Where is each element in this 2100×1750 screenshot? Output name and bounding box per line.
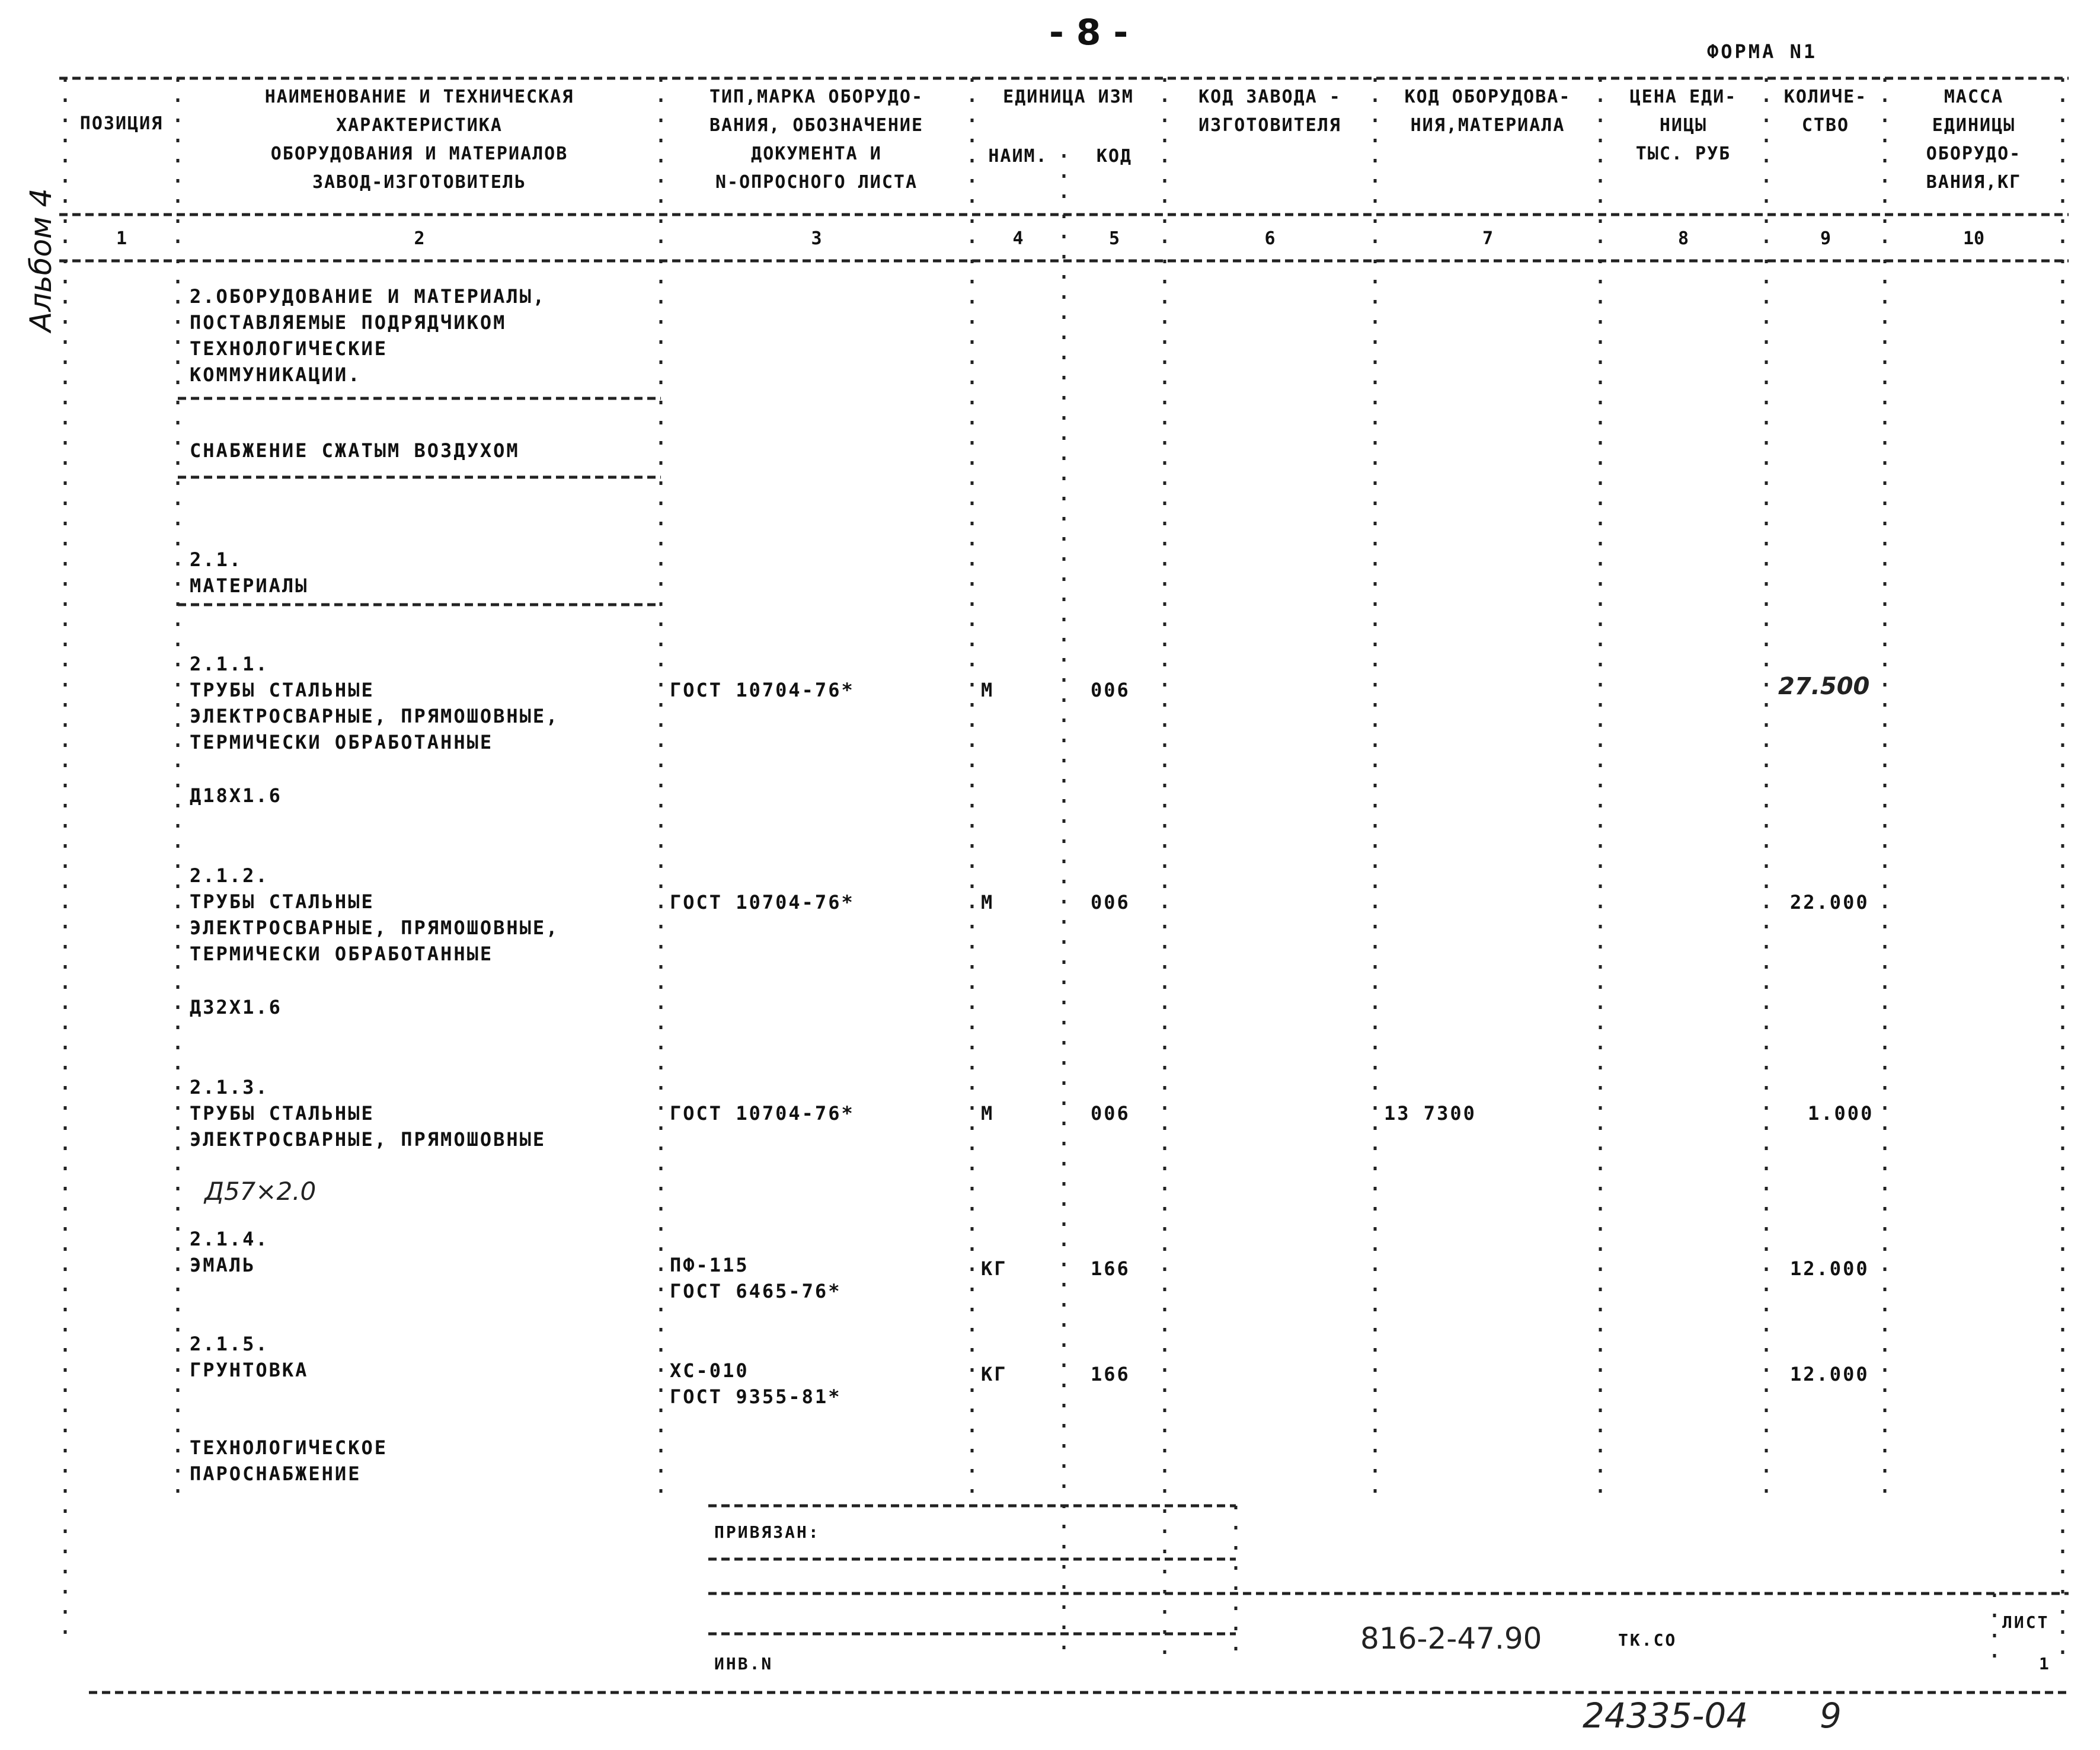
form-label: ФОРМА N1: [1707, 40, 1818, 63]
footer-number: 24335-04: [1583, 1695, 1749, 1736]
album-side-label: Альбом 4: [24, 188, 58, 332]
item-unit: М: [981, 891, 995, 914]
section-heading: 2.ОБОРУДОВАНИЕ И МАТЕРИАЛЫ, ПОСТАВЛЯЕМЫЕ ПОДРЯДЧИКОМ ТЕХНОЛОГИЧЕСКИЕ КОММУНИКАЦИИ.: [190, 285, 546, 386]
column-number: 7: [1482, 228, 1494, 249]
section-heading: 2.1. МАТЕРИАЛЫ: [190, 548, 309, 597]
item-unit: КГ: [981, 1363, 1008, 1385]
column-number: 6: [1264, 228, 1276, 249]
item-description: 2.1.2. ТРУБЫ СТАЛЬНЫЕ ЭЛЕКТРОСВАРНЫЕ, ПРЯМОШОВНЫЕ, ТЕРМИЧЕСКИ ОБРАБОТАННЫЕ: [190, 864, 560, 965]
header-type: ТИП,МАРКА ОБОРУДО- ВАНИЯ, ОБОЗНАЧЕНИЕ ДОКУМЕНТА И N-ОПРОСНОГО ЛИСТА: [709, 87, 924, 193]
column-number: 5: [1108, 228, 1120, 249]
item-document: ГОСТ 10704-76*: [670, 679, 855, 701]
item-description: 2.1.4. ЭМАЛЬ: [190, 1228, 269, 1276]
item-size: Д18Х1.6: [190, 784, 282, 807]
section-heading: СНАБЖЕНИЕ СЖАТЫМ ВОЗДУХОМ: [190, 439, 520, 462]
item-quantity: 1.000: [1808, 1102, 1874, 1125]
item-unit-code: 006: [1091, 679, 1130, 701]
item-size: Д32Х1.6: [190, 996, 282, 1018]
item-unit: М: [981, 1102, 995, 1125]
item-unit: КГ: [981, 1257, 1008, 1280]
item-quantity: 12.000: [1790, 1363, 1869, 1385]
header-name: НАИМЕНОВАНИЕ И ТЕХНИЧЕСКАЯ ХАРАКТЕРИСТИКА ОБОРУДОВАНИЯ И МАТЕРИАЛОВ ЗАВОД-ИЗГОТОВИТЕЛЬ: [264, 87, 574, 193]
column-number: 2: [414, 228, 425, 249]
item-description: 2.1.1. ТРУБЫ СТАЛЬНЫЕ ЭЛЕКТРОСВАРНЫЕ, ПРЯМОШОВНЫЕ, ТЕРМИЧЕСКИ ОБРАБОТАННЫЕ: [190, 653, 560, 753]
item-unit-code: 166: [1091, 1257, 1130, 1280]
stamp-privyazan: ПРИВЯЗАН:: [714, 1522, 820, 1542]
header-plant-code: КОД ЗАВОДА - ИЗГОТОВИТЕЛЯ: [1198, 87, 1341, 136]
column-number: 3: [811, 228, 822, 249]
column-number: 1: [116, 228, 127, 249]
column-number: 10: [1962, 228, 1985, 249]
item-document: ГОСТ 10704-76*: [670, 1102, 855, 1125]
section-heading: ТЕХНОЛОГИЧЕСКОЕ ПАРОСНАБЖЕНИЕ: [190, 1436, 388, 1485]
header-unit-code: КОД: [1096, 146, 1133, 167]
item-document: ПФ-115 ГОСТ 6465-76*: [670, 1254, 842, 1302]
item-description: 2.1.5. ГРУНТОВКА: [190, 1333, 309, 1381]
item-unit-code: 006: [1091, 891, 1130, 914]
item-unit-code: 166: [1091, 1363, 1130, 1385]
header-position: ПОЗИЦИЯ: [79, 113, 164, 134]
item-quantity: 27.500: [1778, 673, 1870, 700]
document-section: ТК.СО: [1618, 1630, 1677, 1650]
header-quantity: КОЛИЧЕ- СТВО: [1783, 87, 1868, 136]
item-material-code: 13 7300: [1384, 1102, 1476, 1125]
document-code: 816-2-47.90: [1360, 1621, 1542, 1656]
item-document: ХС-010 ГОСТ 9355-81*: [670, 1359, 842, 1408]
item-unit: М: [981, 679, 995, 701]
item-size: Д57×2.0: [204, 1177, 317, 1206]
item-document: ГОСТ 10704-76*: [670, 891, 855, 914]
sheet-number: 1: [2039, 1654, 2051, 1674]
header-mass: МАССА ЕДИНИЦЫ ОБОРУДО- ВАНИЯ,КГ: [1926, 87, 2022, 193]
item-quantity: 22.000: [1790, 891, 1869, 914]
item-description: 2.1.3. ТРУБЫ СТАЛЬНЫЕ ЭЛЕКТРОСВАРНЫЕ, ПРЯМОШОВНЫЕ: [190, 1076, 546, 1151]
item-quantity: 12.000: [1790, 1257, 1869, 1280]
sheet-label: ЛИСТ: [2002, 1612, 2050, 1632]
footer-page: 9: [1820, 1695, 1842, 1736]
header-unit-name: НАИМ.: [988, 146, 1048, 167]
column-number: 8: [1677, 228, 1689, 249]
stamp-inventory: ИНВ.N: [714, 1654, 773, 1674]
column-number: 9: [1820, 228, 1831, 249]
page-number: - 8 -: [1049, 12, 1129, 53]
header-unit: ЕДИНИЦА ИЗМ: [1003, 87, 1134, 107]
header-price: ЦЕНА ЕДИ- НИЦЫ ТЫС. РУБ: [1629, 87, 1737, 164]
item-unit-code: 006: [1091, 1102, 1130, 1125]
header-material-code: КОД ОБОРУДОВА- НИЯ,МАТЕРИАЛА: [1404, 87, 1571, 136]
column-number: 4: [1012, 228, 1024, 249]
